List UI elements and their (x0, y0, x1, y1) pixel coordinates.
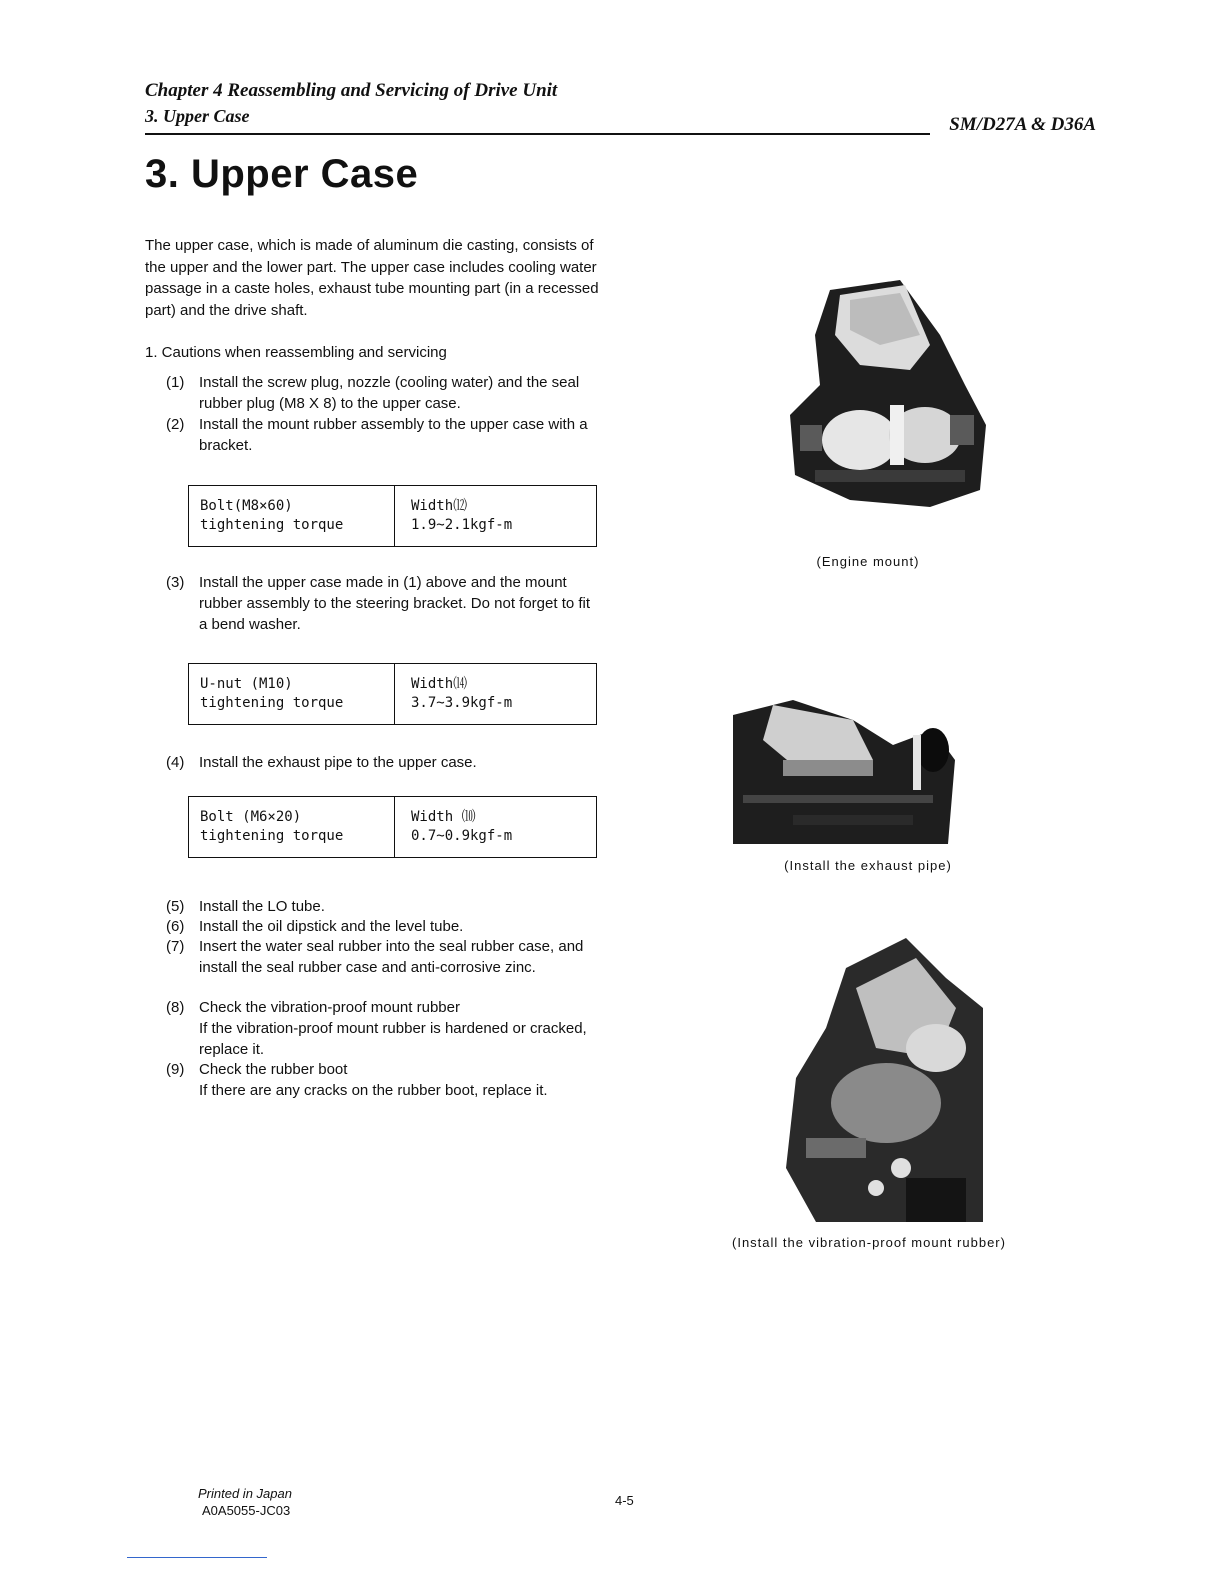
step-text-block (199, 997, 600, 1060)
step-text: Install the oil dipstick and the level tube. (199, 918, 464, 935)
step-1 (166, 372, 600, 414)
torque-value: 0.7~0.9kgf-m (411, 828, 513, 844)
step-text: Install the exhaust pipe to the upper case. (199, 754, 477, 771)
exhaust-pipe-photo (733, 690, 955, 844)
exhaust-pipe-illustration (733, 690, 955, 844)
step-number: (8) (166, 999, 185, 1016)
step-7 (166, 936, 600, 978)
chapter-header: Chapter 4 Reassembling and Servicing of Drive Unit (145, 80, 558, 101)
torque-width: Width⑿ (411, 498, 468, 514)
step-3 (166, 572, 600, 635)
intro-paragraph: The upper case, which is made of aluminum die casting, consists of the upper and the lower part. The upper case includes cooling water passage in a caste holes, exhaust tube mounting part (in a recessed part) and the drive shaft. (145, 237, 599, 319)
step-6 (166, 916, 600, 937)
torque-value-cell (395, 797, 596, 857)
step-detail: If there are any cracks on the rubber boot, replace it. (199, 1082, 548, 1099)
step-9 (166, 1059, 600, 1101)
step-number: (4) (166, 754, 185, 771)
torque-item: Bolt (M6×20) (200, 809, 302, 825)
section-header: 3. Upper Case (145, 106, 250, 126)
step-number: (9) (166, 1061, 185, 1078)
torque-width: Width ⑽ (411, 809, 476, 825)
torque-table-3 (188, 796, 597, 858)
mount-rubber-photo (786, 938, 983, 1222)
step-2 (166, 414, 600, 456)
bottom-divider (127, 1557, 267, 1558)
model-header: SM/D27A & D36A (949, 114, 1096, 135)
torque-label: tightening torque (200, 517, 344, 533)
step-number: (5) (166, 898, 185, 915)
step-text-block (199, 1059, 600, 1101)
step-text: Install the screw plug, nozzle (cooling water) and the seal rubber plug (M8 X 8) to the upper case. (199, 374, 580, 412)
torque-label: tightening torque (200, 695, 344, 711)
torque-value-cell (395, 486, 596, 546)
torque-label: tightening torque (200, 828, 344, 844)
cautions-heading: 1. Cautions when reassembling and servicing (145, 344, 447, 361)
footer-code: A0A5055-JC03 (202, 1503, 291, 1518)
torque-table-1 (188, 485, 597, 547)
header-rule (145, 133, 930, 135)
step-text: Check the rubber boot (199, 1061, 348, 1078)
mount-rubber-illustration (786, 938, 983, 1222)
footer-printed: Printed in Japan (198, 1486, 292, 1501)
step-text: Check the vibration-proof mount rubber (199, 999, 460, 1016)
step-text: Install the mount rubber assembly to the upper case with a bracket. (199, 416, 588, 454)
torque-value: 1.9~2.1kgf-m (411, 517, 513, 533)
torque-item-cell (189, 486, 395, 546)
engine-mount-caption: (Engine mount) (816, 554, 920, 569)
torque-value: 3.7~3.9kgf-m (411, 695, 513, 711)
torque-item: Bolt(M8×60) (200, 498, 293, 514)
mount-rubber-caption: (Install the vibration-proof mount rubber) (732, 1235, 1006, 1250)
engine-mount-photo (790, 275, 986, 510)
step-number: (7) (166, 938, 185, 955)
step-number: (3) (166, 574, 185, 591)
page-title: 3. Upper Case (145, 152, 419, 196)
step-8 (166, 997, 600, 1060)
step-text: Install the upper case made in (1) above and the mount rubber assembly to the steering bracket. Do not forget to fit a bend washer. (199, 574, 591, 633)
exhaust-pipe-caption: (Install the exhaust pipe) (784, 858, 952, 873)
torque-item: U-nut (M10) (200, 676, 293, 692)
step-number: (2) (166, 416, 185, 433)
step-4 (166, 752, 600, 773)
torque-value-cell (395, 664, 596, 724)
engine-mount-illustration (790, 275, 986, 510)
page-number: 4-5 (615, 1493, 634, 1508)
torque-item-cell (189, 797, 395, 857)
torque-item-cell (189, 664, 395, 724)
torque-width: Width⒁ (411, 676, 468, 692)
step-detail: If the vibration-proof mount rubber is hardened or cracked, replace it. (199, 1020, 587, 1058)
step-number: (1) (166, 374, 185, 391)
step-5 (166, 896, 600, 917)
step-text: Insert the water seal rubber into the seal rubber case, and install the seal rubber case and anti-corrosive zinc. (199, 938, 584, 976)
torque-table-2 (188, 663, 597, 725)
step-text: Install the LO tube. (199, 898, 325, 915)
step-number: (6) (166, 918, 185, 935)
